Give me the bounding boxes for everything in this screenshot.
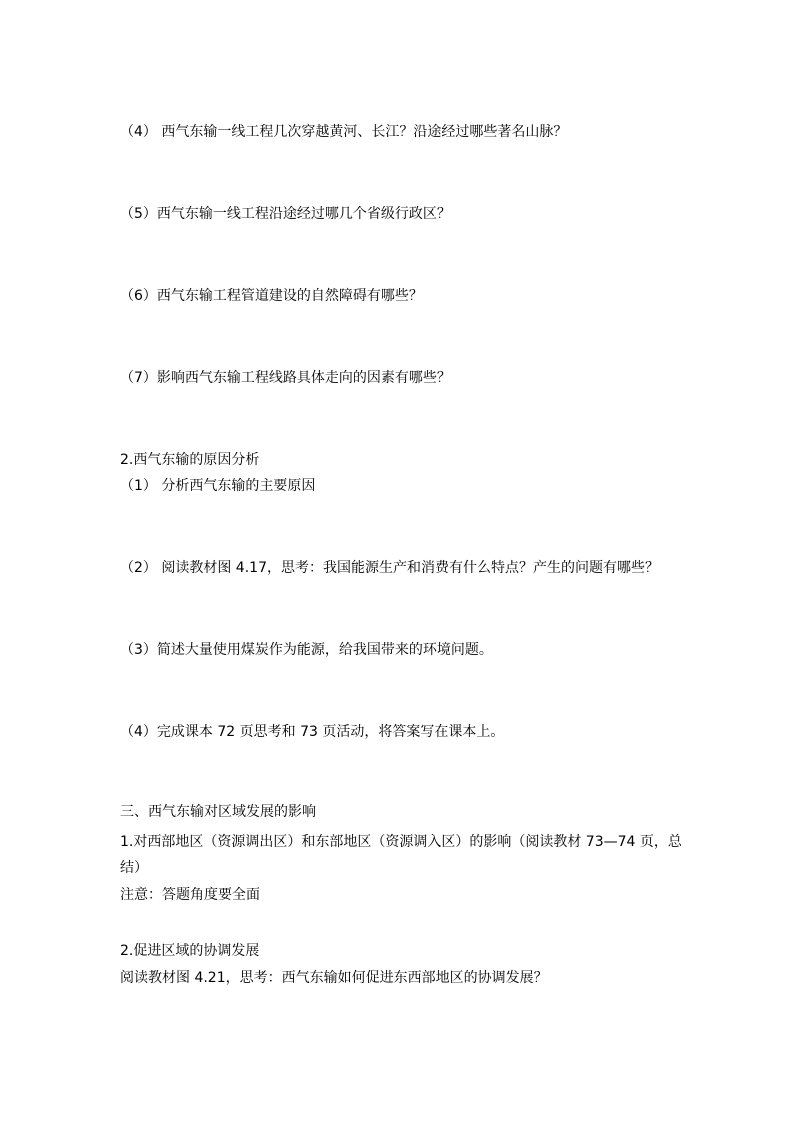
question-5-provinces: （5）西气东输一线工程沿途经过哪几个省级行政区？	[120, 206, 451, 222]
reason-question-1: （1） 分析西气东输的主要原因	[120, 478, 316, 494]
answer-note: 注意：答题角度要全面	[120, 887, 260, 903]
reason-question-3: （3）简述大量使用煤炭作为能源，给我国带来的环境问题。	[120, 642, 493, 658]
section-2-heading: 2.西气东输的原因分析	[120, 452, 260, 468]
coordination-question: 阅读教材图 4.21，思考：西气东输如何促进东西部地区的协调发展？	[120, 970, 548, 986]
impact-question-1-line-1: 1.对西部地区（资源调出区）和东部地区（资源调入区）的影响（阅读教材 73—74 页，总	[120, 834, 682, 850]
question-7-route-factors: （7）影响西气东输工程线路具体走向的因素有哪些？	[120, 370, 451, 386]
question-6-natural-obstacles: （6）西气东输工程管道建设的自然障碍有哪些？	[120, 288, 423, 304]
reason-question-4: （4）完成课本 72 页思考和 73 页活动，将答案写在课本上。	[120, 724, 505, 740]
impact-question-1-line-2: 结）	[120, 860, 148, 876]
section-3-heading: 三、西气东输对区域发展的影响	[120, 804, 316, 820]
coordination-heading: 2.促进区域的协调发展	[120, 943, 260, 959]
question-4-crossings: （4） 西气东输一线工程几次穿越黄河、长江？沿途经过哪些著名山脉？	[120, 124, 568, 140]
reason-question-2: （2） 阅读教材图 4.17，思考：我国能源生产和消费有什么特点？产生的问题有哪些？	[120, 560, 659, 576]
